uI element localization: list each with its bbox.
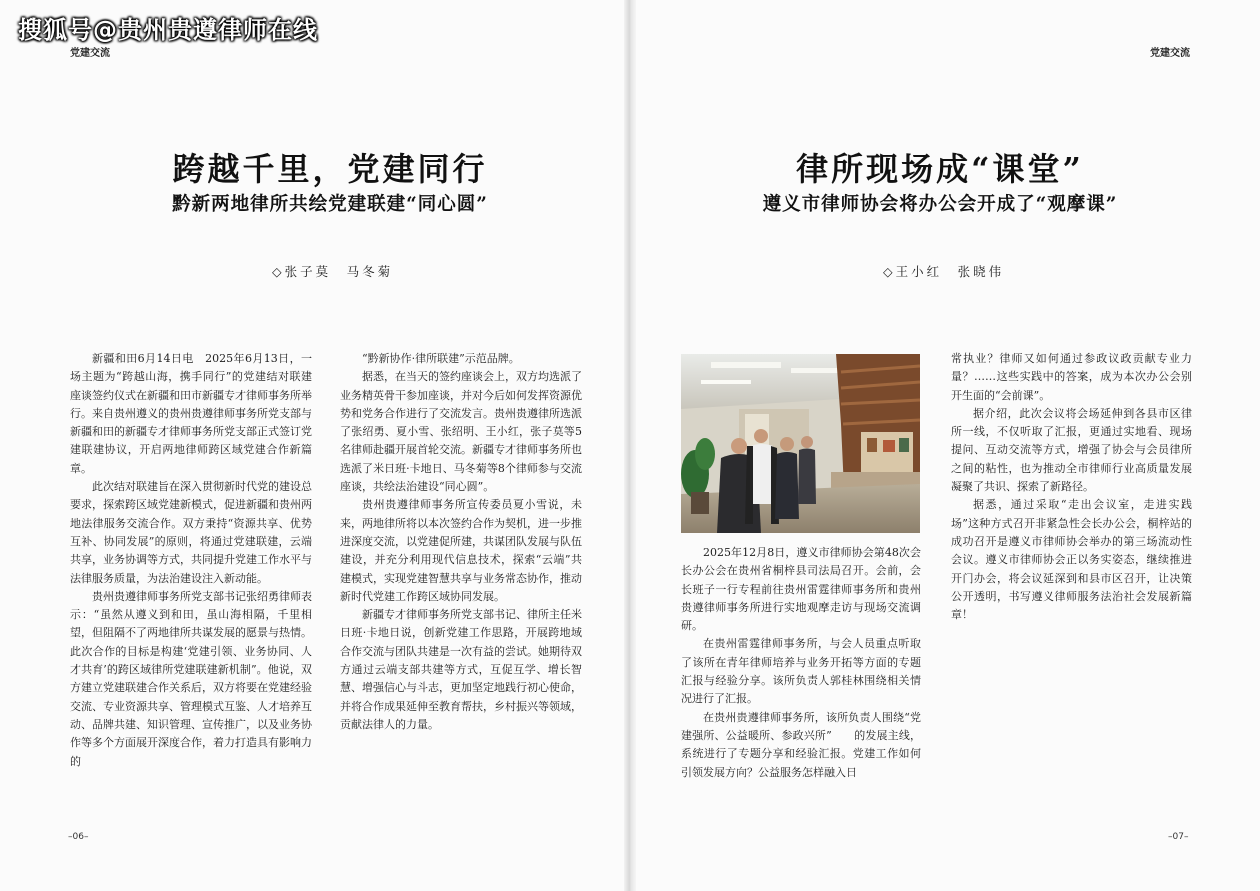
article-photo <box>681 354 920 533</box>
right-article-title: 律所现场成“课堂” <box>796 150 1084 188</box>
left-page-number: –06– <box>68 832 89 842</box>
paragraph: 据介绍，此次会议将会场延伸到各县市区律所一线，不仅听取了汇报，更通过实地看、现场提问、互动交流等方式，增强了协会与会员律所之间的粘性，也为推动全市律师行业高质量发展凝聚了共识、探索了新路径。 <box>951 406 1192 494</box>
paragraph: 贵州贵遵律师事务所党支部书记张绍勇律师表示：“虽然从遵义到和田，虽山海相隔，千里相望，但阻隔不了两地律所共谋发展的愿景与热情。此次合作的目标是构建‘党建引领、业务协同、人才共育’的跨区域律所党建联建新机制”。他说，双方建立党建联建合作关系后，双方将要在党建经验交流、专业资源共享、管理模式互鉴、人才培养互动、品牌共建、知识管理、宣传推广，以及业务协作等多个方面展开深度合作，着力打造具有影响力的 <box>70 589 312 768</box>
right-column-1 <box>681 544 921 782</box>
paragraph: 新疆专才律师事务所党支部书记、律所主任米日班·卡地日说，创新党建工作思路，开展跨地域合作交流与团队共建是一次有益的尝试。她期待双方通过云端支部共建等方式，互促互学、增长智慧、增强信心与斗志，更加坚定地践行初心使命，并将合作成果延伸至教育帮扶，乡村振兴等领域，贡献法律人的力量。 <box>340 608 582 731</box>
right-running-head: 党建交流 <box>1150 48 1190 59</box>
paragraph: 在贵州雷霆律师事务所，与会人员重点听取了该所在青年律师培养与业务开拓等方面的专题汇报与经验分享。该所负责人郭桂林围绕相关情况进行了汇报。 <box>681 637 921 706</box>
left-article-subtitle: 黔新两地律所共绘党建联建“同心圆” <box>172 194 488 215</box>
watermark-text: 搜狐号@贵州贵遵律师在线 <box>18 16 318 44</box>
right-page-number: –07– <box>1168 832 1189 842</box>
left-byline: ◇张子莫 马冬菊 <box>272 264 394 279</box>
paragraph: 新疆和田6月14日电 2025年6月13日，一场主题为“跨越山海，携手同行”的党建结对联建座谈签约仪式在新疆和田市新疆专才律师事务所举行。来自贵州遵义的贵州贵遵律师事务所党支部与新疆和田的新疆专才律师事务所党支部正式签订党建联建协议，开启两地律师跨区域党建合作新篇章。 <box>70 352 312 475</box>
paragraph: 此次结对联建旨在深入贯彻新时代党的建设总要求，探索跨区域党建新模式，促进新疆和贵州两地法律服务交流合作。双方秉持“资源共享、优势互补、协同发展”的原则，将通过党建联建，云端共享，业务协调等方式，共同提升党建工作水平与法律服务质量，为法治建设注入新动能。 <box>70 480 312 585</box>
right-byline: ◇王小红 张晓伟 <box>883 264 1005 279</box>
left-article-title: 跨越千里，党建同行 <box>172 150 488 188</box>
right-column-2 <box>951 350 1192 624</box>
left-column-1 <box>70 350 312 771</box>
paragraph: 在贵州贵遵律师事务所，该所负责人围绕“党建强所、公益暖所、参政兴所” 的发展主线，系统进行了专题分享和经验汇报。党建工作如何引领发展方向？公益服务怎样融入日 <box>681 710 921 779</box>
paragraph: 2025年12月8日，遵义市律师协会第48次会长办公会在贵州省桐梓县司法局召开。会前，会长班子一行专程前往贵州雷霆律师事务所和贵州贵遵律师事务所进行实地观摩走访与现场交流调研。 <box>681 546 921 633</box>
paragraph: 据悉，通过采取“走出会议室，走进实践场”这种方式召开非紧急性会长办公会，桐梓站的成功召开是遵义市律师协会举办的第三场流动性会议。遵义市律师协会正以务实姿态，继续推进开门办会，将会议延深到和县市区召开，让决策公开透明，书写遵义律师服务法治社会发展新篇章！ <box>951 498 1192 622</box>
paragraph: 常执业？律师又如何通过参政议政贡献专业力量？……这些实践中的答案，成为本次办公会别开生面的“会前课”。 <box>951 352 1192 402</box>
paragraph: “黔新协作·律所联建”示范品牌。 <box>362 352 520 365</box>
left-running-head: 党建交流 <box>70 48 110 59</box>
left-column-2 <box>340 350 582 734</box>
book-gutter <box>624 0 636 891</box>
paragraph: 贵州贵遵律师事务所宣传委员夏小雪说，未来，两地律所将以本次签约合作为契机，进一步推进深度交流，以党建促所建，共谋团队发展与队伍建设，并充分利用现代信息技术，探索“云端”共建模式，实现党建智慧共享与业务常态协作，推动新时代党建工作跨区域协同发展。 <box>340 498 582 603</box>
right-article-subtitle: 遵义市律师协会将办公会开成了“观摩课” <box>762 194 1118 215</box>
photo-meeting-visit-icon <box>681 354 920 533</box>
paragraph: 据悉，在当天的签约座谈会上，双方均选派了业务精英骨干参加座谈，并对今后如何发挥资源优势和党务合作进行了交流发言。贵州贵遵律所选派了张绍勇、夏小雪、张绍明、王小红，张子莫等5名律师赴疆开展首轮交流。新疆专才律师事务所也选派了米日班·卡地日、马冬菊等8个律师参与交流座谈，共绘法治建设“同心圆”。 <box>340 370 582 494</box>
